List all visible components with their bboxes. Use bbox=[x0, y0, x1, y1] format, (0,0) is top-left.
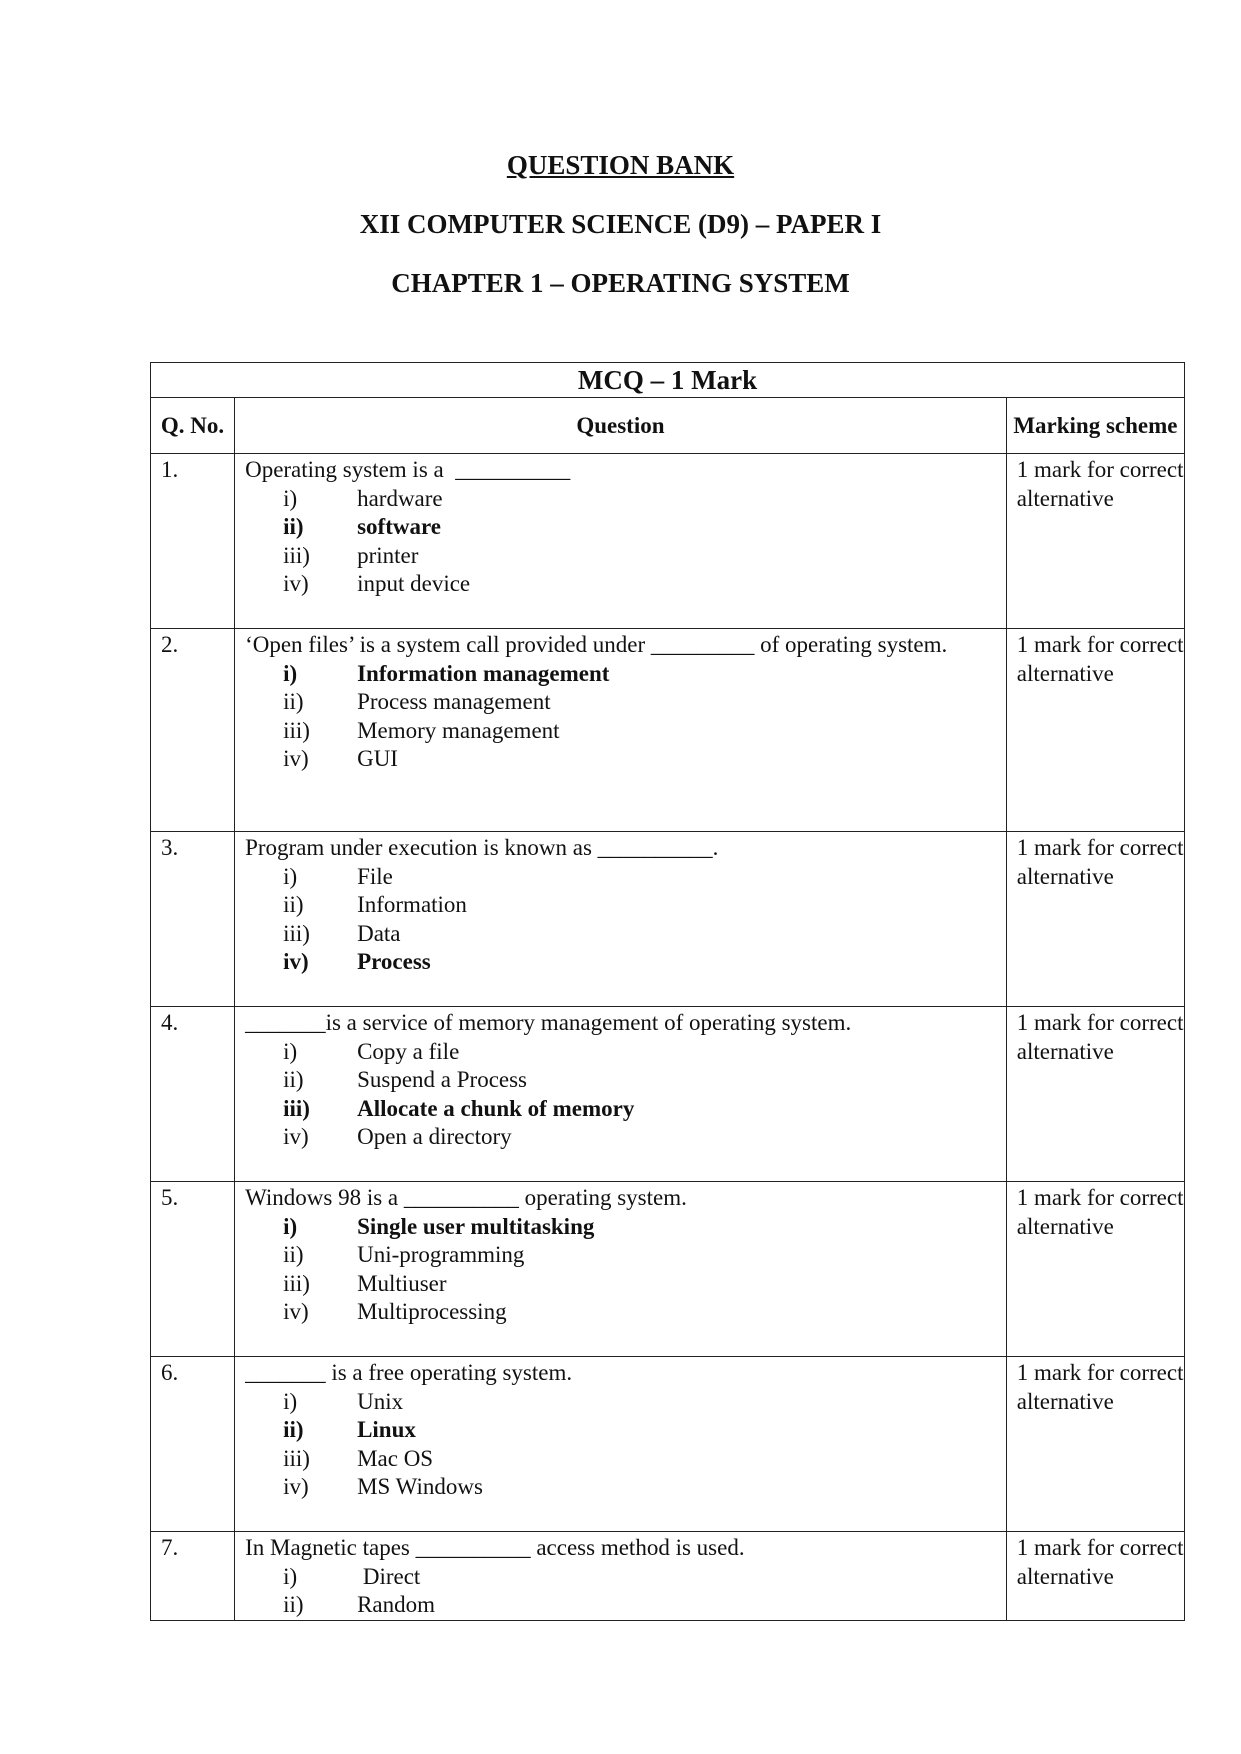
option bbox=[245, 1270, 1006, 1299]
option bbox=[245, 688, 1006, 717]
option-numeral: iv) bbox=[283, 571, 309, 597]
option-correct bbox=[245, 513, 1006, 542]
question-cell bbox=[235, 454, 1007, 629]
option-numeral: i) bbox=[283, 485, 298, 511]
option-numeral: iii) bbox=[283, 717, 310, 743]
question-number: 6. bbox=[151, 1357, 235, 1532]
option-numeral: ii) bbox=[283, 1067, 304, 1093]
option bbox=[245, 1123, 1006, 1152]
table-row bbox=[151, 1182, 1185, 1357]
option-numeral: i) bbox=[283, 1563, 298, 1589]
option-text: printer bbox=[357, 542, 419, 568]
option-correct bbox=[245, 1213, 1006, 1242]
option bbox=[245, 717, 1006, 746]
option bbox=[245, 570, 1006, 599]
option-correct bbox=[245, 1416, 1006, 1445]
question-number: 2. bbox=[151, 629, 235, 832]
table-row bbox=[151, 454, 1185, 629]
option-text: Multiprocessing bbox=[357, 1299, 507, 1325]
option-text: Direct bbox=[357, 1563, 421, 1589]
question-cell bbox=[235, 1182, 1007, 1357]
section-title: MCQ – 1 Mark bbox=[151, 363, 1185, 398]
option-text: Suspend a Process bbox=[357, 1067, 528, 1093]
option bbox=[245, 1298, 1006, 1327]
question-number: 4. bbox=[151, 1007, 235, 1182]
marking-scheme: 1 mark for correct alternative bbox=[1006, 1532, 1184, 1621]
option-numeral: ii) bbox=[283, 689, 304, 715]
option-correct bbox=[245, 948, 1006, 977]
question-number: 1. bbox=[151, 454, 235, 629]
option bbox=[245, 863, 1006, 892]
table-row bbox=[151, 1007, 1185, 1182]
option-text: input device bbox=[357, 571, 471, 597]
option-numeral: i) bbox=[283, 1038, 298, 1064]
option-numeral: ii) bbox=[283, 1592, 304, 1618]
option-text: MS Windows bbox=[357, 1474, 483, 1500]
question-cell bbox=[235, 832, 1007, 1007]
option-numeral: iv) bbox=[283, 746, 309, 772]
question-stem: ‘Open files’ is a system call provided under _________ of operating system. bbox=[245, 632, 948, 657]
marking-scheme: 1 mark for correct alternative bbox=[1006, 1357, 1184, 1532]
table-row bbox=[151, 832, 1185, 1007]
option-numeral: ii) bbox=[283, 892, 304, 918]
question-number: 5. bbox=[151, 1182, 235, 1357]
option-text: Linux bbox=[357, 1417, 416, 1443]
option-numeral: iv) bbox=[283, 949, 309, 975]
column-header-question: Question bbox=[235, 398, 1007, 454]
option bbox=[245, 920, 1006, 949]
question-stem: Program under execution is known as __________. bbox=[245, 835, 719, 860]
question-cell bbox=[235, 1532, 1007, 1621]
option-numeral: ii) bbox=[283, 514, 304, 540]
option-numeral: iii) bbox=[283, 1095, 310, 1121]
option-text: GUI bbox=[357, 746, 398, 772]
option-text: File bbox=[357, 863, 393, 889]
question-stem: Operating system is a __________ bbox=[245, 457, 571, 482]
option-numeral: ii) bbox=[283, 1242, 304, 1268]
page-title: QUESTION BANK bbox=[506, 150, 735, 180]
option bbox=[245, 1473, 1006, 1502]
option-text: Memory management bbox=[357, 717, 560, 743]
option bbox=[245, 1445, 1006, 1474]
option-numeral: iii) bbox=[283, 1270, 310, 1296]
table-row bbox=[151, 1357, 1185, 1532]
option-text: Unix bbox=[357, 1388, 404, 1414]
option bbox=[245, 542, 1006, 571]
option-numeral: i) bbox=[283, 660, 298, 686]
option-correct bbox=[245, 660, 1006, 689]
marking-scheme: 1 mark for correct alternative bbox=[1006, 1182, 1184, 1357]
question-cell bbox=[235, 1007, 1007, 1182]
option-numeral: iv) bbox=[283, 1474, 309, 1500]
question-cell bbox=[235, 1357, 1007, 1532]
column-header-marking: Marking scheme bbox=[1006, 398, 1184, 454]
question-stem: _______ is a free operating system. bbox=[245, 1360, 573, 1385]
option-correct bbox=[245, 1095, 1006, 1124]
question-cell bbox=[235, 629, 1007, 832]
marking-scheme: 1 mark for correct alternative bbox=[1006, 1007, 1184, 1182]
option-text: Allocate a chunk of memory bbox=[357, 1095, 635, 1121]
marking-scheme: 1 mark for correct alternative bbox=[1006, 832, 1184, 1007]
option-numeral: iii) bbox=[283, 920, 310, 946]
option bbox=[245, 1591, 1006, 1620]
option bbox=[245, 1388, 1006, 1417]
table-row bbox=[151, 1532, 1185, 1621]
option bbox=[245, 745, 1006, 774]
option-text: Mac OS bbox=[357, 1445, 434, 1471]
option-text: Copy a file bbox=[357, 1038, 460, 1064]
option-text: Process management bbox=[357, 689, 551, 715]
option-text: Multiuser bbox=[357, 1270, 447, 1296]
option-text: Information management bbox=[357, 660, 610, 686]
question-number: 3. bbox=[151, 832, 235, 1007]
option-text: Data bbox=[357, 920, 401, 946]
option bbox=[245, 1038, 1006, 1067]
option-numeral: i) bbox=[283, 863, 298, 889]
mcq-table bbox=[150, 362, 1185, 1621]
chapter-title: CHAPTER 1 – OPERATING SYSTEM bbox=[391, 268, 850, 298]
option bbox=[245, 1563, 1006, 1592]
option-numeral: iv) bbox=[283, 1124, 309, 1150]
option bbox=[245, 485, 1006, 514]
option-text: Open a directory bbox=[357, 1124, 512, 1150]
option-text: Process bbox=[357, 949, 431, 975]
column-header-qno: Q. No. bbox=[151, 398, 235, 454]
option-numeral: iii) bbox=[283, 542, 310, 568]
option-text: software bbox=[357, 514, 441, 540]
option-numeral: i) bbox=[283, 1213, 298, 1239]
option bbox=[245, 1241, 1006, 1270]
option-text: Uni-programming bbox=[357, 1242, 525, 1268]
marking-scheme: 1 mark for correct alternative bbox=[1006, 629, 1184, 832]
option-numeral: iv) bbox=[283, 1299, 309, 1325]
option bbox=[245, 1066, 1006, 1095]
option-text: Single user multitasking bbox=[357, 1213, 595, 1239]
option-text: Information bbox=[357, 892, 467, 918]
option-numeral: i) bbox=[283, 1388, 298, 1414]
question-stem: Windows 98 is a __________ operating system. bbox=[245, 1185, 687, 1210]
option-numeral: ii) bbox=[283, 1417, 304, 1443]
question-number: 7. bbox=[151, 1532, 235, 1621]
option bbox=[245, 891, 1006, 920]
marking-scheme: 1 mark for correct alternative bbox=[1006, 454, 1184, 629]
question-stem: In Magnetic tapes __________ access method is used. bbox=[245, 1535, 745, 1560]
option-text: hardware bbox=[357, 485, 443, 511]
option-numeral: iii) bbox=[283, 1445, 310, 1471]
table-row bbox=[151, 629, 1185, 832]
option-text: Random bbox=[357, 1592, 436, 1618]
course-subtitle: XII COMPUTER SCIENCE (D9) – PAPER I bbox=[359, 209, 882, 239]
question-stem: _______is a service of memory management of operating system. bbox=[245, 1010, 852, 1035]
